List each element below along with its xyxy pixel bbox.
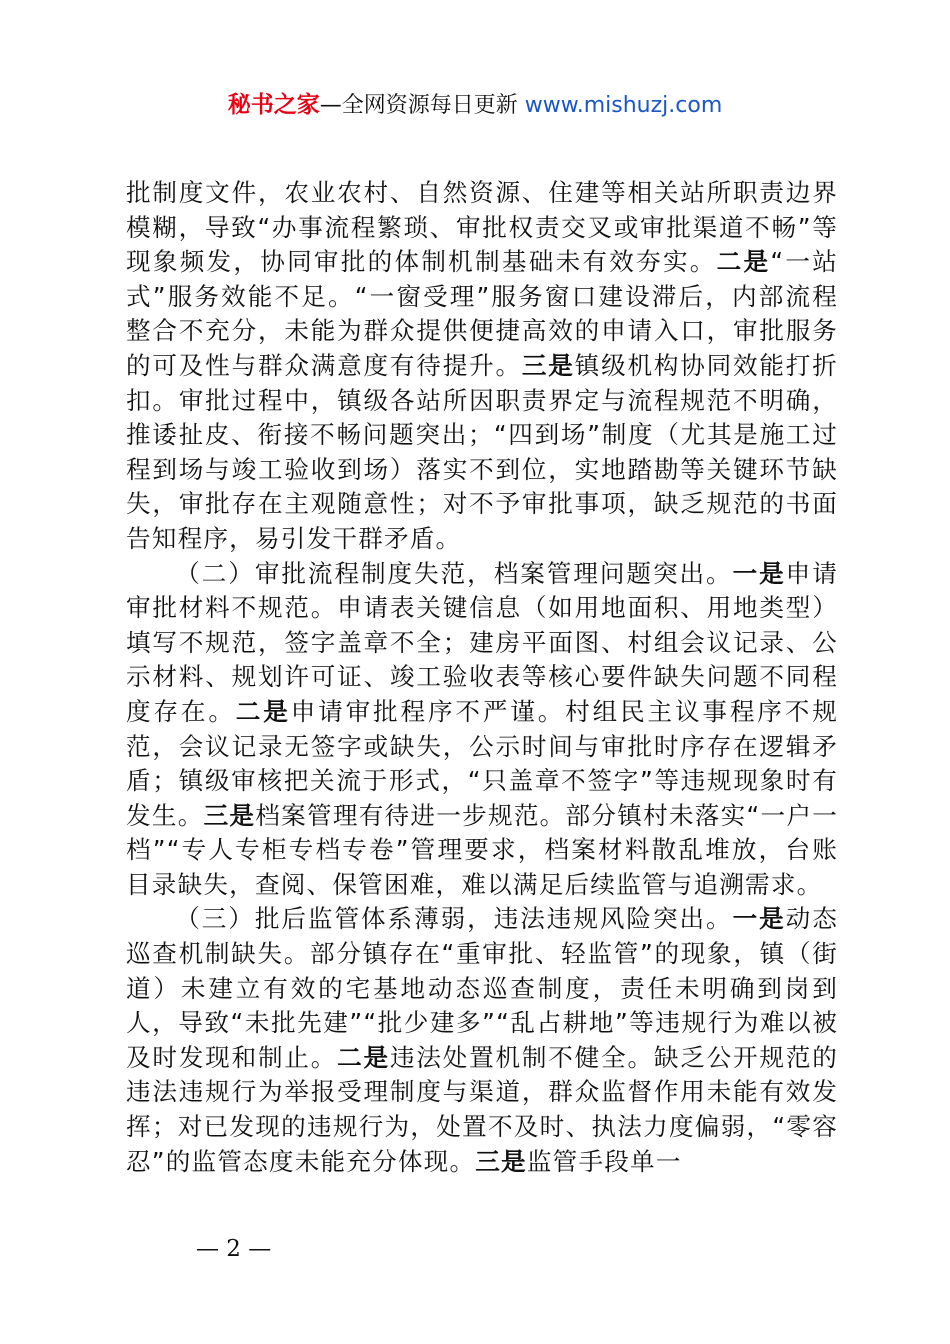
site-url-link[interactable]: www.mishuzj.com [524,93,723,118]
paragraph [126,902,838,1179]
bold-marker: 三是 [203,800,256,830]
text-run: 监管手段单一 [526,1146,682,1176]
section-heading: （二）审批流程制度失范，档案管理问题突出。 [175,558,733,588]
text-run: 违法处置机制不健全。缺乏公开规范的违法违规行为举报受理制度与渠道，群众监督作用未能有效发挥；对已发现的违规行为，处置不及时、执法力度偏弱，“零容忍”的监管态度未能充分体现。 [126,1042,838,1176]
paragraph [126,557,838,903]
bold-marker: 二是 [716,247,771,277]
bold-marker: 一是 [732,904,786,934]
text-run: “一站式”服务效能不足。“一窗受理”服务窗口建设滞后，内部流程整合不充分，未能为群众提供便捷高效的申请入口，审批服务的可及性与群众满意度有待提升。 [126,247,838,380]
section-heading: （三）批后监管体系薄弱，违法违规风险突出。 [175,904,733,934]
page-number: — 2 — [196,1236,272,1262]
bold-marker: 三是 [475,1146,527,1176]
bold-marker: 二是 [235,696,291,726]
paragraph [126,176,838,557]
brand-name: 秘书之家 [227,92,320,118]
document-body [126,176,838,1179]
text-run: 档案管理有待进一步规范。部分镇村未落实“一户一档”“专人专柜专档专卷”管理要求，档案材料散乱堆放，台账目录缺失，查阅、保管困难，难以满足后续监管与追溯需求。 [126,800,838,899]
text-run: 申请审批程序不严谨。村组民主议事程序不规范，会议记录无签字或缺失，公示时间与审批时序存在逻辑矛盾；镇级审核把关流于形式，“只盖章不签字”等违规现象时有发生。 [126,696,838,830]
bold-marker: 一是 [732,558,786,588]
text-run: 批制度文件，农业农村、自然资源、住建等相关站所职责边界模糊，导致“办事流程繁琐、审批权责交叉或审批渠道不畅”等现象频发，协同审批的体制机制基础未有效夯实。 [126,178,838,277]
header-tagline: —全网资源每日更新 [319,93,518,118]
text-run: 镇级机构协同效能打折扣。审批过程中，镇级各站所因职责界定与流程规范不明确，推诿扯皮、衔接不畅问题突出；“四到场”制度（尤其是施工过程到场与竣工验收到场）落实不到位，实地踏勘等关键环节缺失，审批存在主观随意性；对不予审批事项，缺乏规范的书面告知程序，易引发干群矛盾。 [126,350,838,553]
site-header [0,88,950,123]
text-run: 申请审批材料不规范。申请表关键信息（如用地面积、用地类型）填写不规范，签字盖章不全；建房平面图、村组会议记录、公示材料、规划许可证、竣工验收表等核心要件缺失问题不同程度存在。 [126,558,839,726]
bold-marker: 三是 [521,350,575,380]
text-run: 动态巡查机制缺失。部分镇存在“重审批、轻监管”的现象，镇（街道）未建立有效的宅基地动态巡查制度，责任未明确到岗到人，导致“未批先建”“批少建多”“乱占耕地”等违规行为难以被及时发现和制止。 [126,904,839,1072]
bold-marker: 二是 [337,1042,390,1072]
